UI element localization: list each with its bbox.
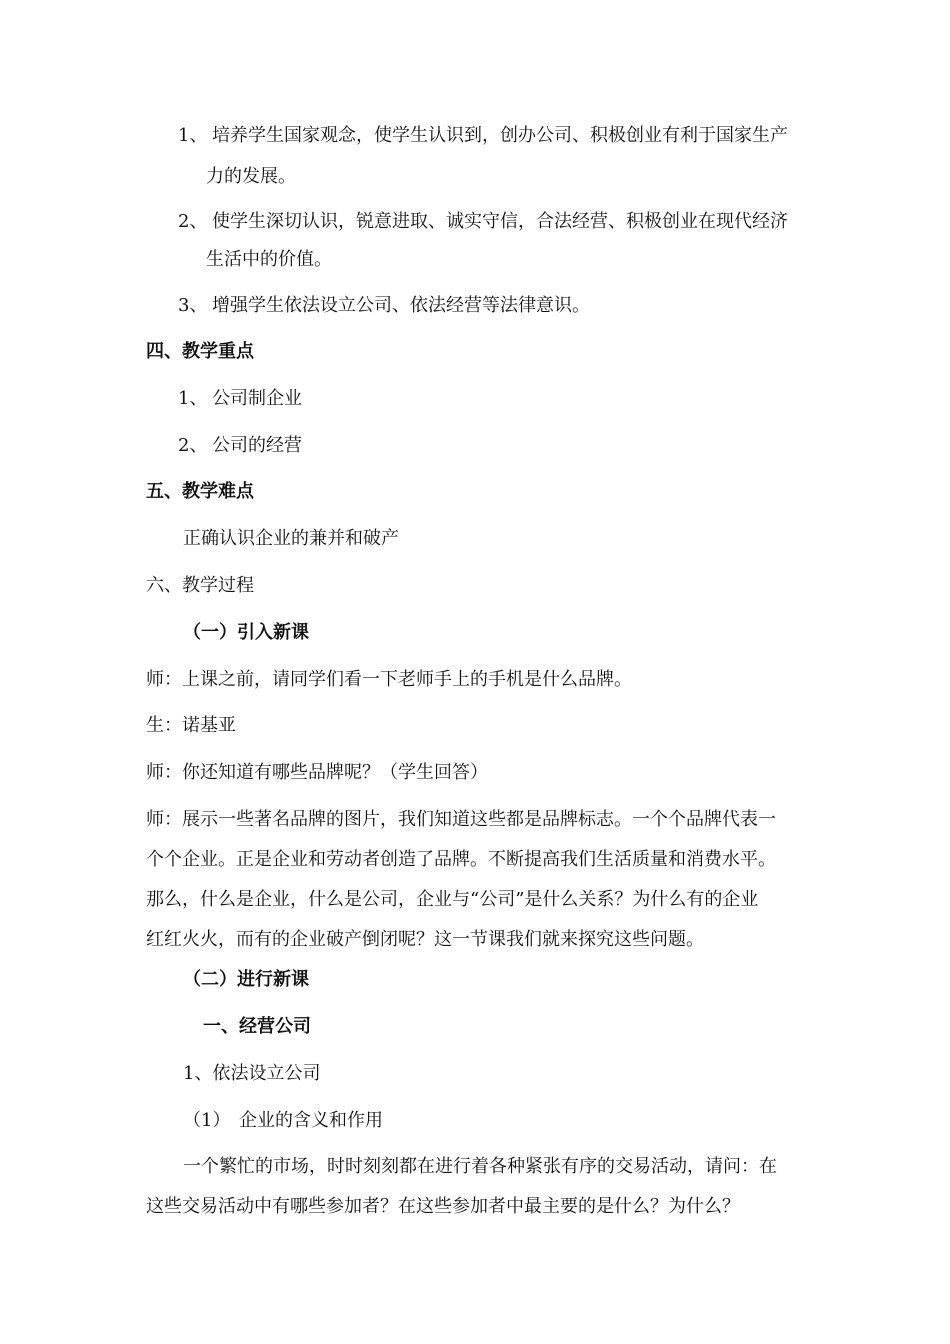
goal-2-line-2: 生活中的价值。 [206, 249, 332, 270]
closing-line-1: 一个繁忙的市场，时时刻刻都在进行着各种紧张有序的交易活动，请问：在 [183, 1156, 777, 1177]
dialogue-line-3: 师：你还知道有哪些品牌呢？（学生回答） [146, 762, 488, 783]
goal-3-number: 3、 [178, 295, 208, 316]
section-4-item-2-text: 公司的经营 [212, 435, 302, 456]
paragraph-line-4: 红红火火，而有的企业破产倒闭呢？这一节课我们就来探究这些问题。 [146, 929, 704, 950]
dialogue-line-2: 生：诺基亚 [146, 715, 236, 736]
sub-section-title: 一、经营公司 [203, 1016, 311, 1037]
section-4-item-1-text: 公司制企业 [212, 388, 302, 409]
goal-2-text: 使学生深切认识，锐意进取、诚实守信，合法经营、积极创业在现代经济 [212, 211, 788, 232]
section-4-item-2 [178, 431, 302, 461]
closing-line-2: 这些交易活动中有哪些参加者？在这些参加者中最主要的是什么？为什么？ [146, 1196, 740, 1217]
paragraph-line-2: 个个企业。正是企业和劳动者创造了品牌。不断提高我们生活质量和消费水平。 [146, 849, 776, 870]
section-4-title: 四、教学重点 [146, 341, 254, 362]
goal-1-line-2: 力的发展。 [206, 166, 296, 187]
part-2-title: （二）进行新课 [183, 969, 309, 990]
item-1-1-number: （1） [183, 1110, 231, 1131]
goal-3-line-1 [178, 291, 590, 321]
item-1-1 [183, 1106, 383, 1136]
item-1-1-text: 企业的含义和作用 [239, 1110, 383, 1131]
section-5-title: 五、教学难点 [146, 481, 254, 502]
section-6-title: 六、教学过程 [146, 575, 254, 596]
goal-1-number: 1、 [178, 125, 208, 146]
item-1: 1、依法设立公司 [183, 1063, 321, 1084]
paragraph-line-1: 师：展示一些著名品牌的图片，我们知道这些都是品牌标志。一个个品牌代表一 [146, 809, 776, 830]
goal-2-number: 2、 [178, 211, 208, 232]
section-5-text: 正确认识企业的兼并和破产 [183, 528, 399, 549]
paragraph-line-3: 那么，什么是企业，什么是公司，企业与“公司”是什么关系？为什么有的企业 [146, 889, 759, 910]
dialogue-line-1: 师：上课之前，请同学们看一下老师手上的手机是什么品牌。 [146, 669, 632, 690]
goal-1-line-1 [178, 121, 788, 151]
part-1-title: （一）引入新课 [183, 622, 309, 643]
goal-3-text: 增强学生依法设立公司、依法经营等法律意识。 [212, 295, 590, 316]
section-4-item-1-number: 1、 [178, 388, 208, 409]
goal-1-text: 培养学生国家观念，使学生认识到，创办公司、积极创业有利于国家生产 [212, 125, 788, 146]
section-4-item-2-number: 2、 [178, 435, 208, 456]
section-4-item-1 [178, 384, 302, 414]
goal-2-line-1 [178, 207, 788, 237]
